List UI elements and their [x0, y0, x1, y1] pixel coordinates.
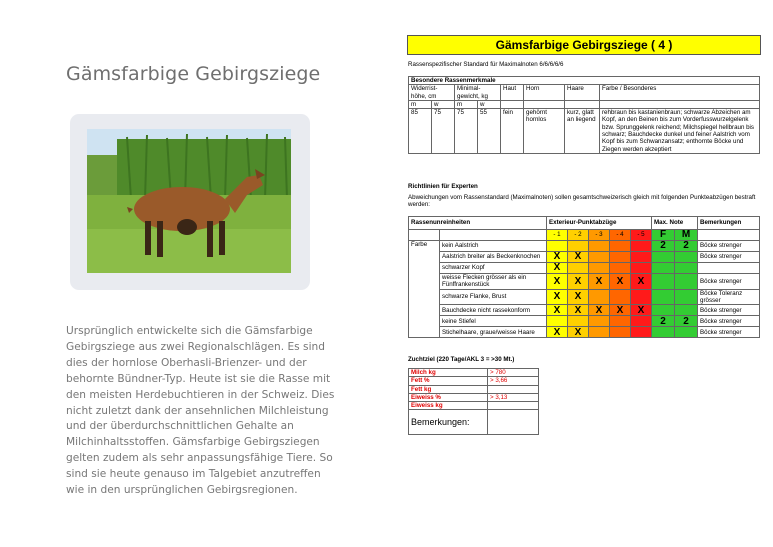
row-mark	[610, 316, 631, 327]
row-mark: X	[568, 274, 589, 290]
row-mark	[610, 252, 631, 263]
row-mark: X	[568, 289, 589, 305]
value-gewicht-w: 55	[478, 109, 501, 154]
row-mark: X	[568, 305, 589, 316]
row-remark: Böcke strenger	[698, 252, 760, 263]
row-mark: X	[547, 263, 568, 274]
value-widerrist-m: 85	[409, 109, 432, 154]
row-max-m	[675, 252, 698, 263]
row-mark: X	[631, 305, 652, 316]
row-remark	[698, 263, 760, 274]
max-note-m: M	[675, 230, 698, 241]
row-max-m	[675, 263, 698, 274]
max-note-f: F	[652, 230, 675, 241]
value-gewicht-m: 75	[455, 109, 478, 154]
col-farbe: Farbe / Besonderes	[600, 85, 760, 101]
zucht-value: > 3,66	[488, 377, 539, 385]
row-label: schwarzer Kopf	[440, 263, 547, 274]
row-mark: X	[568, 327, 589, 338]
row-mark: X	[610, 305, 631, 316]
row-max-f: 2	[652, 316, 675, 327]
row-max-m	[675, 274, 698, 290]
row-mark	[631, 241, 652, 252]
row-mark	[610, 241, 631, 252]
row-mark: X	[631, 274, 652, 290]
photo-frame	[70, 114, 310, 290]
value-farbe: rehbraun bis kastanienbraun; schwarze Abzeichen am Kopf, an den Beinen bis zum Vorderfusswurzelgelenk bzw. Sprunggelenk reichend; Milchspiegel hellbraun bis schwarz; Bauchdecke dunkel und feiner Aalstrich vom Kopf bis zum Schwanzansatz; enthornte Böcke und Ziegen werden akzeptiert	[600, 109, 760, 154]
row-mark	[589, 327, 610, 338]
row-remark: Böcke strenger	[698, 327, 760, 338]
sex-w: w	[432, 100, 455, 108]
zucht-value	[488, 402, 539, 410]
row-mark	[631, 327, 652, 338]
row-mark: X	[547, 289, 568, 305]
row-remark: Böcke strenger	[698, 305, 760, 316]
row-label: Bauchdecke nicht rassekonform	[440, 305, 547, 316]
header-rassenunreinheiten: Rassenunreinheiten	[409, 217, 547, 230]
row-mark	[589, 241, 610, 252]
row-mark	[610, 289, 631, 305]
col-horn: Horn	[524, 85, 565, 101]
row-mark	[568, 316, 589, 327]
row-max-f	[652, 305, 675, 316]
row-max-m	[675, 289, 698, 305]
value-haare: kurz, glatt an liegend	[565, 109, 600, 154]
row-max-m	[675, 327, 698, 338]
row-label: weisse Flecken grösser als ein Fünffrankenstück	[440, 274, 547, 290]
deduction-table	[408, 216, 760, 338]
row-mark: X	[589, 274, 610, 290]
col-haut: Haut	[501, 85, 524, 101]
experts-title: Richtlinien für Experten	[408, 183, 478, 190]
row-max-f	[652, 263, 675, 274]
row-mark	[568, 241, 589, 252]
row-mark: X	[589, 305, 610, 316]
row-remark: Böcke strenger	[698, 274, 760, 290]
row-max-f	[652, 289, 675, 305]
header-maxnote: Max. Note	[652, 217, 698, 230]
row-mark: X	[547, 327, 568, 338]
col-minimalgewicht: Minimal-gewicht, kg	[455, 85, 501, 101]
zucht-value	[488, 385, 539, 393]
zucht-label: Fett %	[409, 377, 488, 385]
standard-note: Rassenspezifischer Standard für Maximalnoten 6/6/6/6/6	[408, 61, 564, 68]
level-1: - 1	[547, 230, 568, 241]
zuchtziel-title: Zuchtziel (220 Tage/AKL 3 = >30 Mt.)	[408, 356, 515, 363]
row-mark	[631, 289, 652, 305]
row-mark: X	[610, 274, 631, 290]
row-mark	[631, 252, 652, 263]
row-remark: Böcke Toleranz grösser	[698, 289, 760, 305]
row-label: keine Stiefel	[440, 316, 547, 327]
row-label: kein Aalstrich	[440, 241, 547, 252]
zucht-label: Eiweiss %	[409, 393, 488, 401]
zucht-label: Milch kg	[409, 369, 488, 377]
row-mark	[631, 316, 652, 327]
breed-description-text: Ursprünglich entwickelte sich die Gämsfarbige Gebirgsziege aus zwei Regionalschlägen. Es sind dies der hornlose Oberhasli-Brienzer- und der behornte Bündner-Typ. Heute ist sie die Rasse mit den meisten Herdebuchtieren in der Schweiz. Dies nicht zuletzt dank der ansehnlichen Milchleistung und der überdurchschnittlichen Gehalte an Milchinhaltsstoffen. Gämsfarbige Gebirgsziegen gelten zudem als sehr anpassungsfähige Tiere. So sind sie heute genauso im Talgebiet anzutreffen wie in den ursprünglichen Gebirgsregionen.	[66, 325, 335, 497]
row-max-m: 2	[675, 241, 698, 252]
row-mark	[568, 263, 589, 274]
row-max-f	[652, 274, 675, 290]
header-bemerkungen: Bemerkungen	[698, 217, 760, 230]
col-haare: Haare	[565, 85, 600, 101]
row-mark: X	[547, 305, 568, 316]
row-max-f	[652, 327, 675, 338]
value-horn: gehörnt hornlos	[524, 109, 565, 154]
row-remark: Böcke strenger	[698, 241, 760, 252]
row-label: Stichelhaare, graue/weisse Haare	[440, 327, 547, 338]
sex-w: w	[478, 100, 501, 108]
breed-standard-header: Besondere Rassenmerkmale	[409, 77, 760, 85]
row-max-f: 2	[652, 241, 675, 252]
row-mark	[589, 252, 610, 263]
zucht-value: > 780	[488, 369, 539, 377]
group-farbe: Farbe	[409, 241, 440, 338]
row-mark	[589, 316, 610, 327]
col-widerrist: Widerrist-höhe, cm	[409, 85, 455, 101]
bemerkungen-label: Bemerkungen:	[409, 410, 488, 435]
row-max-m	[675, 305, 698, 316]
breed-description	[66, 324, 342, 499]
level-2: - 2	[568, 230, 589, 241]
sex-m: m	[455, 100, 478, 108]
row-mark	[589, 289, 610, 305]
level-5: - 5	[631, 230, 652, 241]
level-3: - 3	[589, 230, 610, 241]
zucht-value: > 3,13	[488, 393, 539, 401]
zucht-label: Fett kg	[409, 385, 488, 393]
sex-m: m	[409, 100, 432, 108]
page-title: Gämsfarbige Gebirgsziege	[66, 63, 321, 85]
row-max-m: 2	[675, 316, 698, 327]
bemerkungen-field[interactable]	[488, 410, 539, 435]
value-widerrist-w: 75	[432, 109, 455, 154]
row-mark	[589, 263, 610, 274]
row-label: Aalstrich breiter als Beckenknochen	[440, 252, 547, 263]
row-label: schwarze Flanke, Brust	[440, 289, 547, 305]
sheet-title: Gämsfarbige Gebirgsziege ( 4 )	[407, 35, 761, 55]
experts-note: Abweichungen vom Rassenstandard (Maximalnoten) sollen gesamtschweizerisch gleich mit folgenden Punkteabzügen bestraft werden:	[408, 194, 756, 209]
zucht-label: Eiweiss kg	[409, 402, 488, 410]
row-mark	[547, 316, 568, 327]
row-remark: Böcke strenger	[698, 316, 760, 327]
row-mark: X	[547, 274, 568, 290]
row-mark	[631, 263, 652, 274]
row-mark	[610, 263, 631, 274]
row-max-f	[652, 252, 675, 263]
row-mark	[547, 241, 568, 252]
row-mark	[610, 327, 631, 338]
value-haut: fein	[501, 109, 524, 154]
header-exterieur: Exterieur-Punktabzüge	[547, 217, 652, 230]
row-mark: X	[547, 252, 568, 263]
level-4: - 4	[610, 230, 631, 241]
row-mark: X	[568, 252, 589, 263]
goat-photo	[87, 129, 291, 273]
zuchtziel-table	[408, 368, 539, 435]
breed-standard-table	[408, 76, 760, 154]
